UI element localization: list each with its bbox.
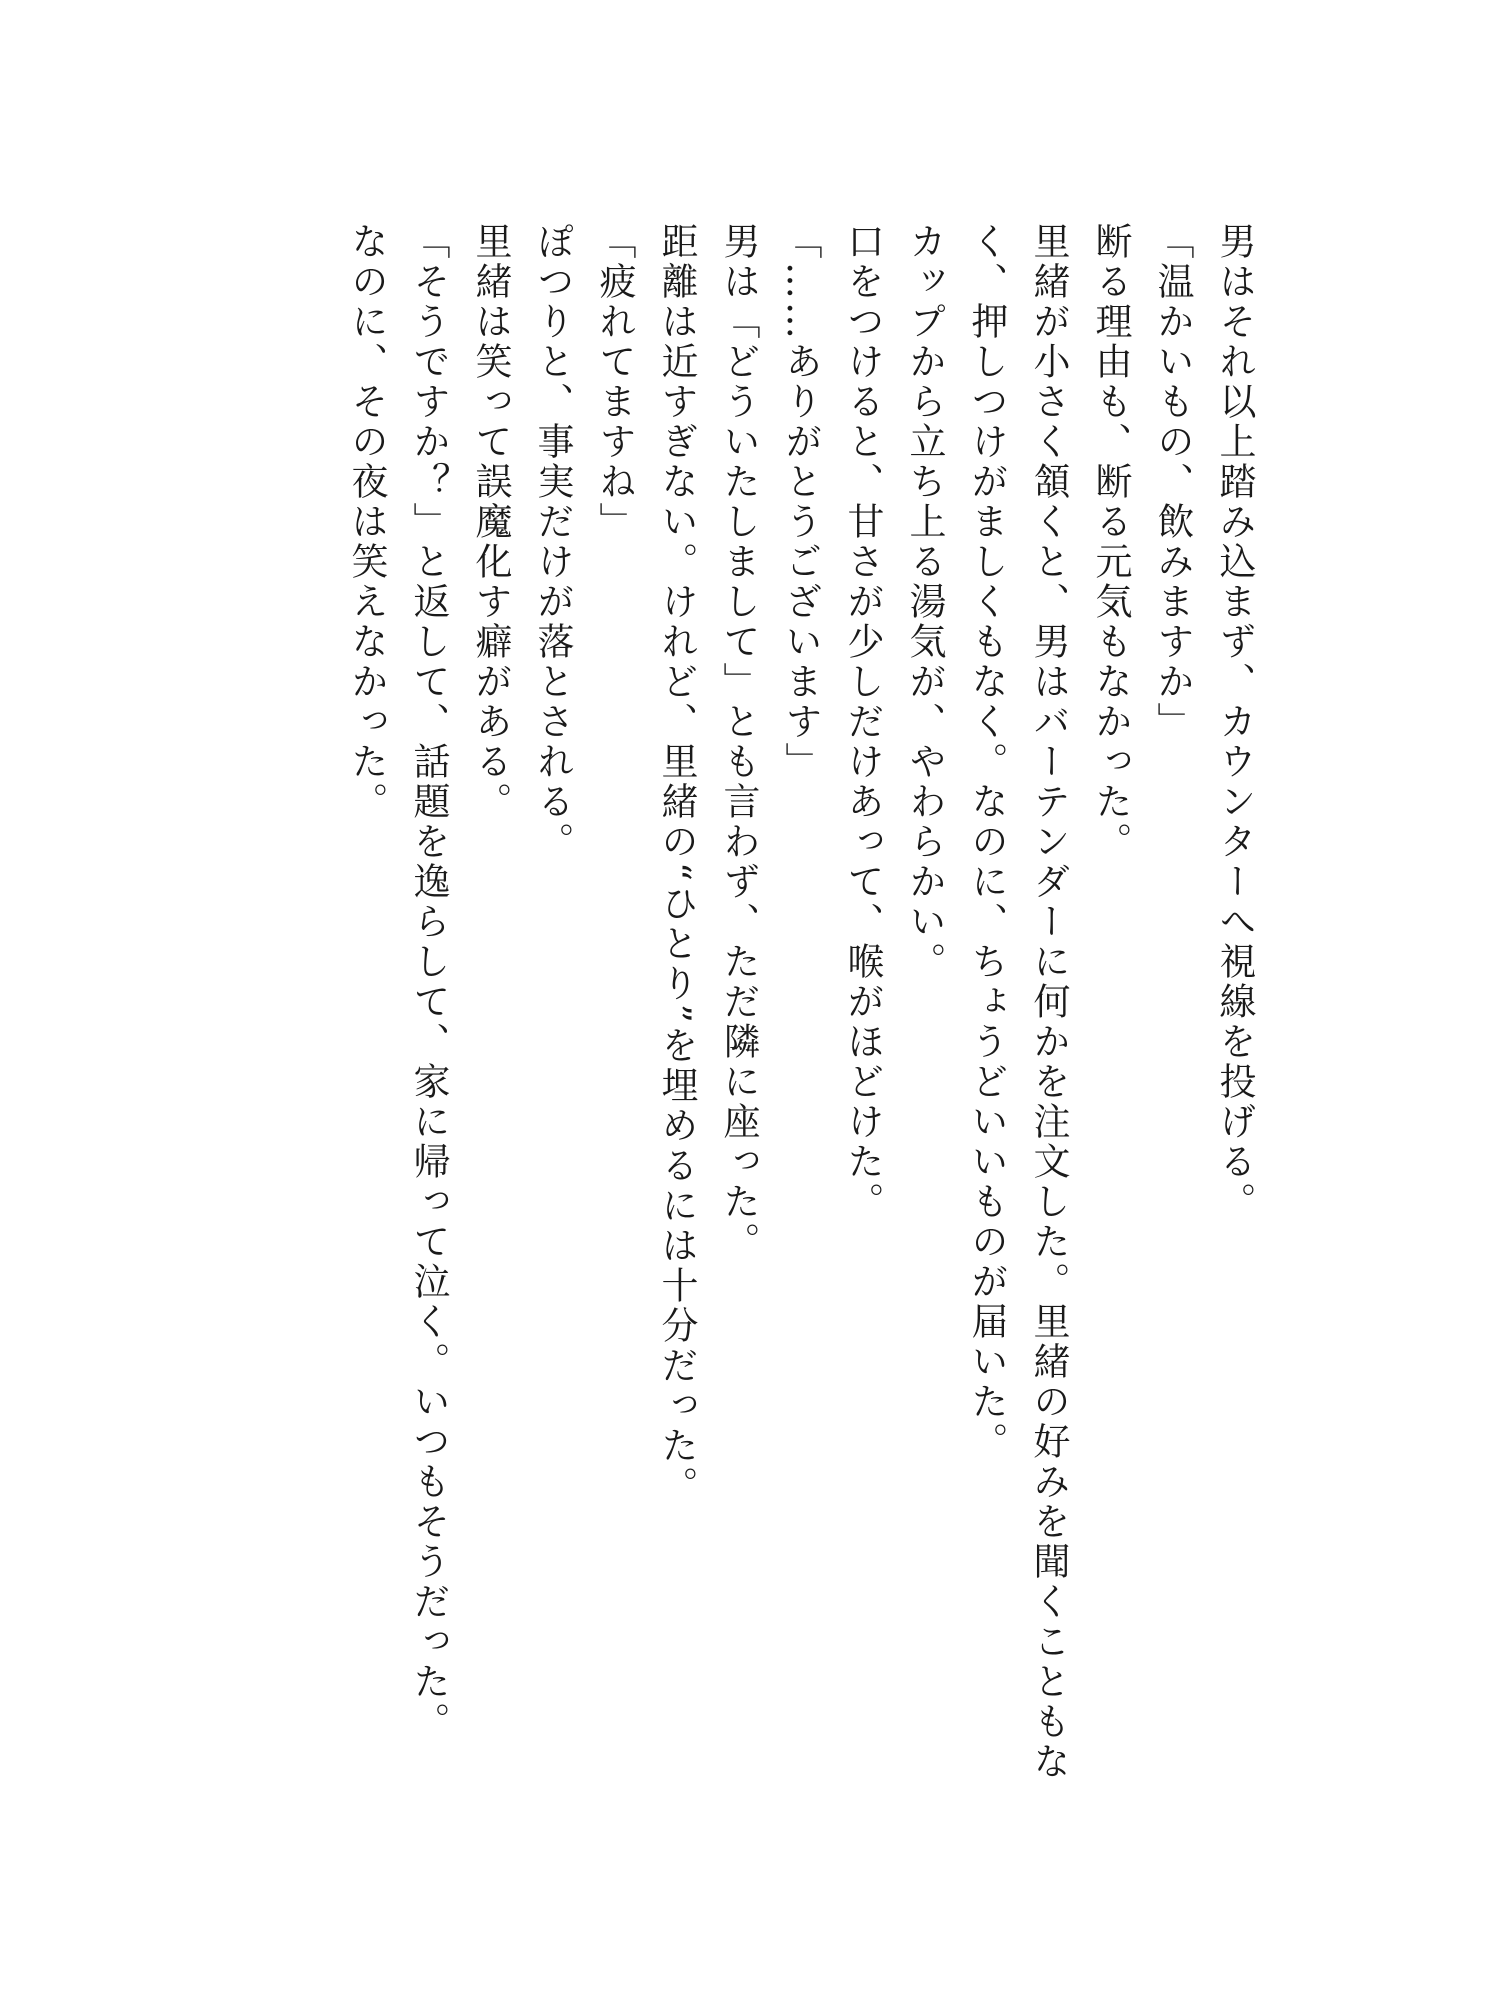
paragraph-14: なのに、その夜は笑えなかった。 — [345, 222, 388, 822]
paragraph-13: 「そうですか？」と返して、話題を逸らして、家に帰って泣く。いつもそうだった。 — [407, 222, 450, 1742]
paragraph-11: ぽつりと、事実だけが落とされる。 — [531, 222, 574, 862]
paragraph-7: 「……ありがとうございます」 — [779, 222, 822, 782]
paragraph-1: 男はそれ以上踏み込まず、カウンターへ視線を投げる。 — [1213, 222, 1256, 1222]
paragraph-2: 「温かいもの、飲みますか」 — [1151, 222, 1194, 742]
paragraph-6: 口をつけると、甘さが少しだけあって、喉がほどけた。 — [841, 222, 884, 1222]
paragraph-3: 断る理由も、断る元気もなかった。 — [1089, 222, 1132, 862]
paragraph-5: カップから立ち上る湯気が、やわらかい。 — [903, 222, 946, 982]
paragraph-12: 里緒は笑って誤魔化す癖がある。 — [469, 222, 512, 822]
vertical-text-body — [335, 222, 1265, 1782]
paragraph-9: 距離は近すぎない。けれど、里緒の“ひとり”を埋めるには十分だった。 — [655, 222, 698, 1506]
paragraph-8: 男は「どういたしまして」とも言わず、ただ隣に座った。 — [717, 222, 760, 1262]
paragraph-10: 「疲れてますね」 — [593, 222, 636, 542]
paragraph-4: 里緒が小さく頷くと、男はバーテンダーに何かを注文した。里緒の好みを聞くこともなく、押しつけがましくもなく。なのに、ちょうどいいものが届いた。 — [965, 222, 1070, 1782]
